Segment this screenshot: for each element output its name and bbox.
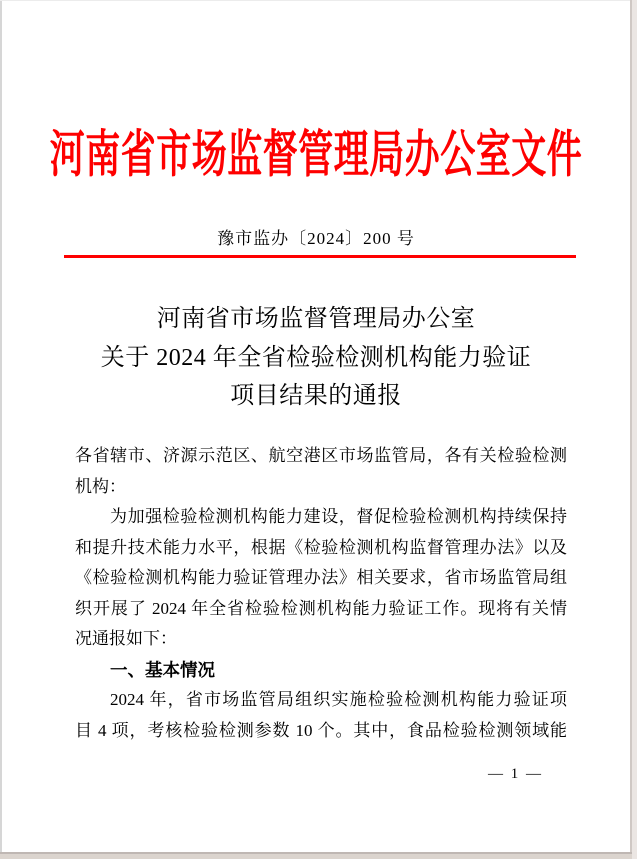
title-line: 项目结果的通报: [230, 383, 402, 409]
body-line: 织开展了 2024 年全省检验检测机构能力验证工作。现将有关情: [75, 598, 567, 618]
body-line: 况通报如下：: [75, 629, 177, 648]
body-line: 为加强检验检测机构能力建设，督促检验检测机构持续保持: [110, 507, 567, 526]
document-header-banner: [0, 126, 632, 184]
document-body: [75, 441, 567, 746]
title-line: 关于 2024 年全省检验检测机构能力验证: [100, 344, 532, 371]
body-line: 2024 年，省市场监管局组织实施检验检测机构能力验证项: [110, 690, 567, 709]
section-heading: 一、基本情况: [110, 659, 215, 680]
page-edge-top: [0, 0, 637, 1]
page-edge-bottom-strip: [0, 854, 632, 859]
body-line-salutation: 机构：: [75, 476, 126, 496]
body-line: 和提升技术能力水平，根据《检验检测机构监督管理办法》以及: [75, 537, 567, 557]
page-number: — 1 —: [488, 766, 543, 782]
title-line: 河南省市场监督管理局办公室: [156, 306, 476, 332]
page-edge-right-outer: [632, 0, 637, 859]
body-line: 《检验检测机构能力验证管理办法》相关要求，省市场监管局组: [75, 568, 567, 587]
body-line-salutation: 各省辖市、济源示范区、航空港区市场监管局，各有关检验检测: [75, 446, 567, 465]
page-edge-right: [630, 0, 632, 854]
header-banner-text: 河南省市场监督管理局办公室文件: [49, 126, 583, 184]
body-line: 目 4 项，考核检验检测参数 10 个。其中，食品检验检测领域能: [75, 720, 567, 740]
document-number: 豫市监办〔2024〕200 号: [217, 229, 415, 248]
page-edge-left: [0, 0, 2, 854]
document-title: [0, 300, 632, 416]
red-divider-line: [64, 255, 576, 258]
